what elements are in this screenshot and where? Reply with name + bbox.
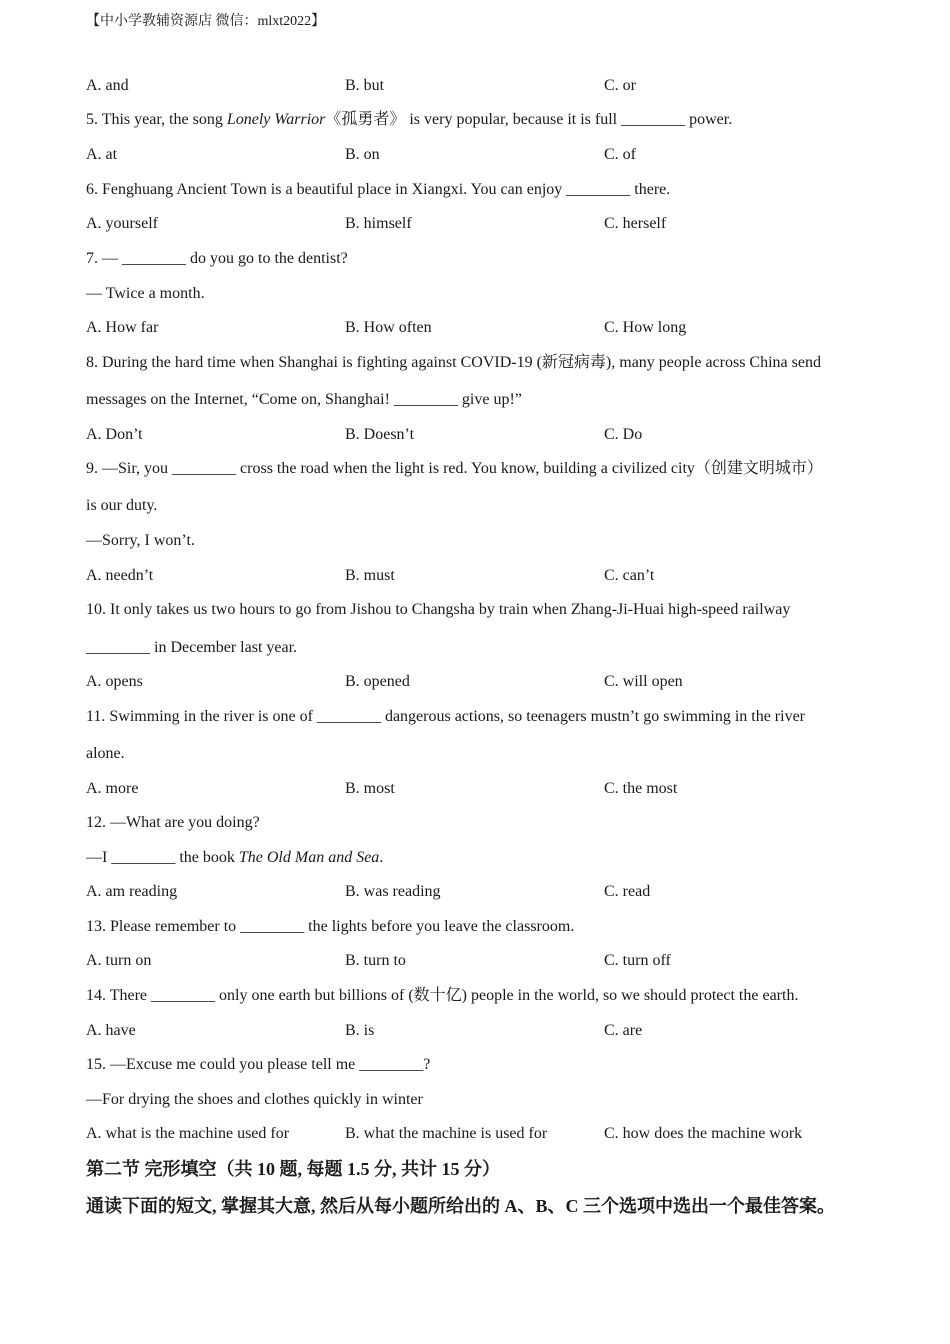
q14-option-c: C. are bbox=[604, 1022, 643, 1039]
q9-option-b: B. must bbox=[345, 567, 395, 584]
page-header: 【中小学教辅资源店 微信：mlxt2022】 bbox=[86, 14, 326, 29]
q11-stem-line2: alone. bbox=[86, 745, 125, 762]
q8-option-b: B. Doesn’t bbox=[345, 426, 415, 443]
q12-option-a: A. am reading bbox=[86, 883, 178, 900]
q5-option-c: C. of bbox=[604, 146, 636, 163]
q7-option-b: B. How often bbox=[345, 319, 432, 336]
q10-stem-line2: ________ in December last year. bbox=[86, 639, 298, 656]
q9-stem-line1: 9. —Sir, you ________ cross the road when the light is red. You know, building a civilized city（创建文明城市） bbox=[86, 460, 823, 477]
q11-stem-line1: 11. Swimming in the river is one of ________ dangerous actions, so teenagers mustn’t go swimming in the river bbox=[86, 708, 806, 725]
q15-option-a: A. what is the machine used for bbox=[86, 1125, 290, 1142]
q12-reply-pre: —I ________ the book bbox=[86, 849, 239, 866]
q12-option-c: C. read bbox=[604, 883, 651, 900]
q5-song-title: Lonely Warrior bbox=[226, 111, 326, 128]
q5-stem bbox=[86, 109, 732, 131]
q6-stem: 6. Fenghuang Ancient Town is a beautiful place in Xiangxi. You can enjoy ________ there. bbox=[86, 181, 671, 198]
q11-option-c: C. the most bbox=[604, 780, 678, 797]
q7-reply: — Twice a month. bbox=[86, 285, 205, 302]
q10-option-c: C. will open bbox=[604, 673, 683, 690]
q6-option-a: A. yourself bbox=[86, 215, 158, 232]
q15-stem: 15. —Excuse me could you please tell me ________? bbox=[86, 1056, 431, 1073]
q7-option-a: A. How far bbox=[86, 319, 159, 336]
q9-option-c: C. can’t bbox=[604, 567, 655, 584]
section2-instruction: 通读下面的短文, 掌握其大意, 然后从每小题所给出的 A、B、C 三个选项中选出一个最佳答案。 bbox=[86, 1196, 835, 1216]
q7-option-c: C. How long bbox=[604, 319, 687, 336]
q8-stem-line2: messages on the Internet, “Come on, Shanghai! ________ give up!” bbox=[86, 391, 522, 408]
q6-option-b: B. himself bbox=[345, 215, 412, 232]
q13-option-b: B. turn to bbox=[345, 952, 406, 969]
section2-title: 第二节 完形填空（共 10 题, 每题 1.5 分, 共计 15 分） bbox=[86, 1159, 500, 1179]
q11-option-b: B. most bbox=[345, 780, 395, 797]
q5-option-b: B. on bbox=[345, 146, 380, 163]
q13-stem: 13. Please remember to ________ the lights before you leave the classroom. bbox=[86, 918, 575, 935]
q9-option-a: A. needn’t bbox=[86, 567, 154, 584]
q4-option-c: C. or bbox=[604, 77, 636, 94]
q7-stem: 7. — ________ do you go to the dentist? bbox=[86, 250, 348, 267]
q5-option-a: A. at bbox=[86, 146, 118, 163]
q4-option-b: B. but bbox=[345, 77, 385, 94]
q5-stem-post: 《孤勇者》 is very popular, because it is full ________ power. bbox=[325, 111, 733, 128]
q6-option-c: C. herself bbox=[604, 215, 667, 232]
q10-option-b: B. opened bbox=[345, 673, 410, 690]
q15-reply: —For drying the shoes and clothes quickly in winter bbox=[86, 1091, 423, 1108]
q12-book-title: The Old Man and Sea bbox=[238, 849, 380, 866]
q8-option-c: C. Do bbox=[604, 426, 643, 443]
q10-stem-line1: 10. It only takes us two hours to go from Jishou to Changsha by train when Zhang-Ji-Huai high-speed railway bbox=[86, 601, 791, 618]
q15-option-c: C. how does the machine work bbox=[604, 1125, 803, 1142]
q14-option-b: B. is bbox=[345, 1022, 375, 1039]
q8-option-a: A. Don’t bbox=[86, 426, 143, 443]
q12-reply-post: . bbox=[379, 849, 384, 866]
q10-option-a: A. opens bbox=[86, 673, 143, 690]
q9-reply: —Sorry, I won’t. bbox=[86, 532, 195, 549]
q14-option-a: A. have bbox=[86, 1022, 136, 1039]
q9-stem-line2: is our duty. bbox=[86, 497, 158, 514]
q13-option-c: C. turn off bbox=[604, 952, 671, 969]
q5-stem-pre: 5. This year, the song bbox=[86, 111, 227, 128]
q15-option-b: B. what the machine is used for bbox=[345, 1125, 548, 1142]
q13-option-a: A. turn on bbox=[86, 952, 152, 969]
q14-stem: 14. There ________ only one earth but billions of (数十亿) people in the world, so we should protect the earth. bbox=[86, 987, 799, 1004]
q12-stem: 12. —What are you doing? bbox=[86, 814, 260, 831]
q12-reply bbox=[86, 847, 383, 869]
q11-option-a: A. more bbox=[86, 780, 139, 797]
q8-stem-line1: 8. During the hard time when Shanghai is fighting against COVID-19 (新冠病毒), many people across China send bbox=[86, 354, 821, 371]
q12-option-b: B. was reading bbox=[345, 883, 441, 900]
q4-option-a: A. and bbox=[86, 77, 129, 94]
